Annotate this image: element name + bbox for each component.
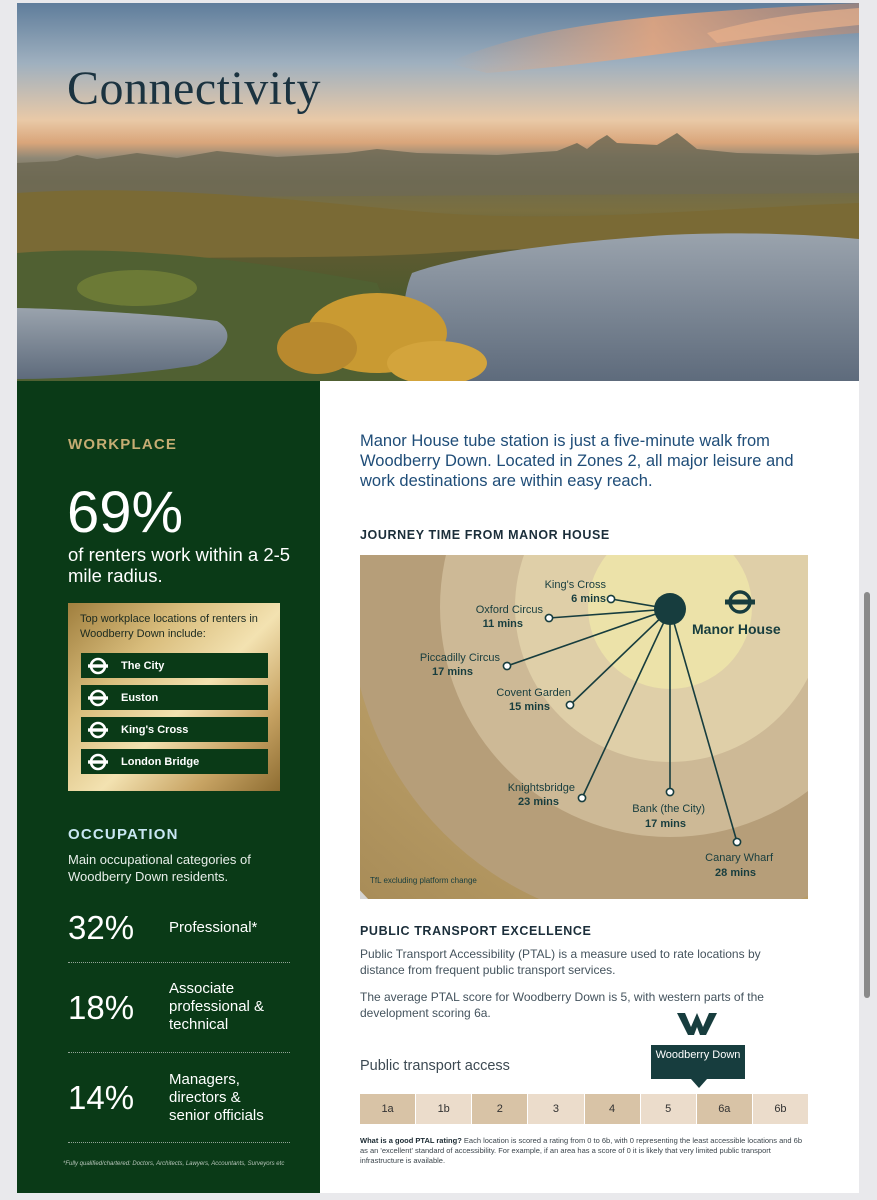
occupation-heading: OCCUPATION [68,826,179,843]
ptal-level-2: 2 [472,1094,528,1124]
ptal-description: Public Transport Accessibility (PTAL) is a measure used to rate locations by distance from frequent public transport services. [360,947,761,977]
occupation-description: Main occupational categories of Woodberry Down residents. [68,852,251,884]
destination-time: 28 mins [715,867,756,879]
destination-time: 6 mins [571,593,606,605]
brochure-page [17,3,859,1193]
destination-time: 15 mins [509,701,550,713]
aerial-landscape-illustration [17,3,859,381]
occupation-stat-row [68,901,290,963]
hero-image [17,3,859,381]
location-name: The City [121,659,165,672]
journey-note: TfL excluding platform change [370,876,477,885]
occupation-label: Associate professional & technical [169,980,265,1033]
workplace-locations-box [68,603,280,791]
occupation-footnote: *Fully qualified/chartered: Doctors, Architects, Lawyers, Accountants, Surveyors etc [63,1161,285,1167]
occupation-label: Managers, directors & senior officials [169,1071,264,1124]
workplace-big-stat: 69% [67,480,184,545]
scrollbar-thumb[interactable] [864,592,870,998]
ptal-scale [360,1094,808,1124]
destination-time: 11 mins [482,618,523,630]
underground-roundel-icon [87,753,109,771]
ptal-level-5: 5 [641,1094,697,1124]
journey-rings-svg [360,555,808,899]
destination-name: Knightsbridge [507,782,575,794]
hub-label: Manor House [692,621,781,637]
journey-heading: JOURNEY TIME FROM MANOR HOUSE [360,528,610,542]
ptal-heading: PUBLIC TRANSPORT EXCELLENCE [360,924,592,938]
journey-time-diagram [360,555,808,899]
underground-roundel-icon [87,689,109,707]
ptal-level-1b: 1b [416,1094,472,1124]
location-name: King's Cross [121,723,189,736]
ptal-level-4: 4 [585,1094,641,1124]
ptal-note-text: Each location is scored a rating from 0 to 6b, with 0 representing the least accessible locations and 6b as an 'excellent' standard of accessibility. For example, if an area has a score of 0 it is likely that very limited public transport infrastructure is available. [360,1136,803,1165]
marker-pointer [691,1079,707,1088]
locations-intro: Top workplace locations of renters in Woodberry Down include: [80,613,258,640]
page-title: Connectivity [67,62,321,115]
workplace-panel [17,381,320,1193]
location-item [81,653,268,678]
location-name: Euston [121,691,159,704]
woodberry-down-marker: Woodberry Down [651,1045,745,1079]
occupation-stat-row [68,1053,290,1143]
location-item [81,749,268,774]
ptal-average: The average PTAL score for Woodberry Down is 5, with western parts of the development scoring 6a. [360,990,764,1020]
ptal-footnote [360,1136,805,1166]
location-item [81,717,268,742]
ptal-note-question: What is a good PTAL rating? [360,1136,462,1145]
ptal-bar-label: Public transport access [360,1058,510,1074]
woodberry-down-logo-icon [677,1011,717,1037]
destination-name: Oxford Circus [475,604,543,616]
destination-time: 17 mins [432,666,473,678]
ptal-level-1a: 1a [360,1094,416,1124]
location-name: London Bridge [121,755,200,768]
occupation-percentage: 14% [68,1079,135,1116]
destination-time: 23 mins [518,796,559,808]
occupation-percentage: 32% [68,909,135,946]
ptal-level-6a: 6a [697,1094,753,1124]
destination-name: Canary Wharf [705,852,773,864]
ptal-level-6b: 6b [753,1094,808,1124]
destination-name: Bank (the City) [632,803,705,815]
ptal-level-3: 3 [528,1094,584,1124]
underground-roundel-icon [87,721,109,739]
workplace-stat-description: of renters work within a 2-5 mile radius. [68,544,291,586]
destination-name: Piccadilly Circus [419,652,500,664]
destination-name: Covent Garden [496,687,571,699]
workplace-heading: WORKPLACE [68,436,178,453]
destination-time: 17 mins [645,818,686,830]
occupation-stat-row [68,963,290,1053]
manor-house-hub [654,593,686,625]
intro-paragraph: Manor House tube station is just a five-minute walk from Woodberry Down. Located in Zones 2, all major leisure and work destinations are within easy reach. [360,432,794,490]
underground-roundel-icon [87,657,109,675]
occupation-label: Professional* [169,919,258,936]
destination-name: King's Cross [544,579,606,591]
occupation-percentage: 18% [68,989,135,1026]
location-item [81,685,268,710]
